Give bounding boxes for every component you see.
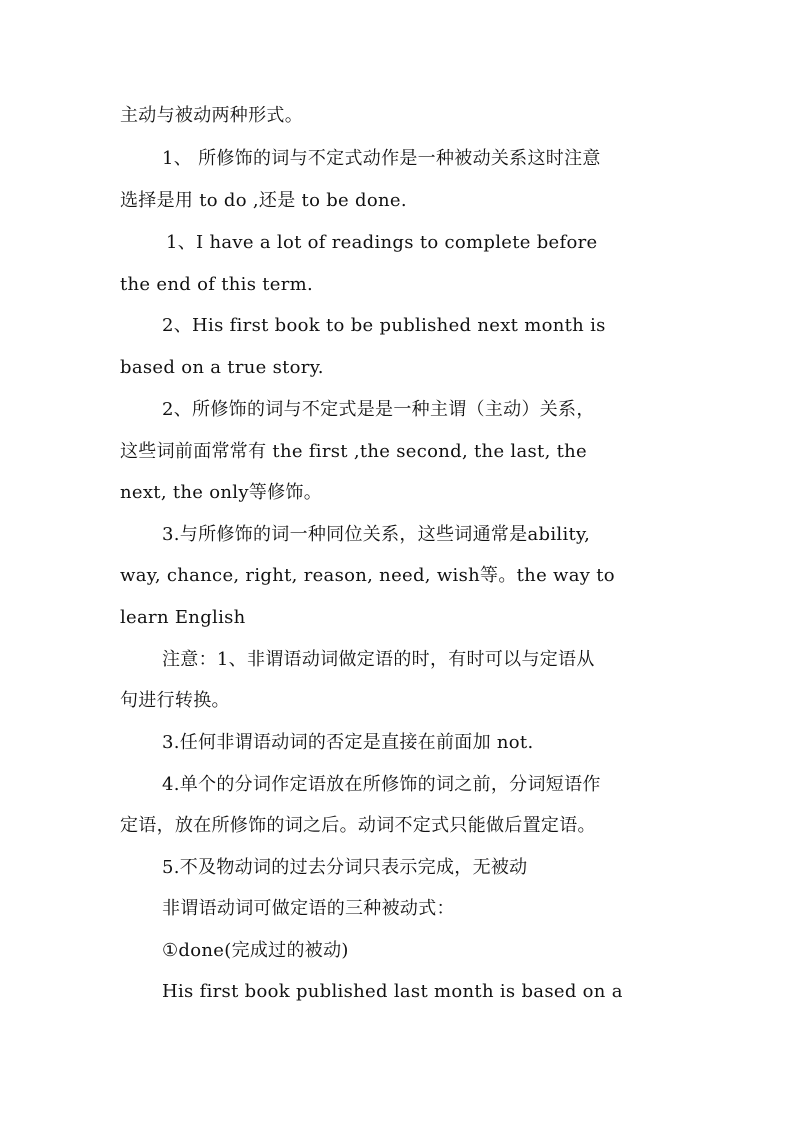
text-line: learn English xyxy=(120,607,246,628)
text-line: 这些词前面常常有 the first ,the second, the last, the xyxy=(120,441,588,462)
text-line: 2、His first book to be published next month is xyxy=(162,315,606,336)
text-line: ①done(完成过的被动) xyxy=(162,940,349,961)
text-line: 句进行转换。 xyxy=(120,690,230,711)
text-line: next, the only等修饰。 xyxy=(120,482,323,503)
text-line: 4.单个的分词作定语放在所修饰的词之前，分词短语作 xyxy=(162,774,601,795)
text-line: 选择是用 to do ,还是 to be done. xyxy=(120,190,407,211)
text-line: 3.任何非谓语动词的否定是直接在前面加 not. xyxy=(162,732,534,753)
text-line: 注意：1、非谓语动词做定语的时，有时可以与定语从 xyxy=(162,649,595,670)
text-line: 1、I have a lot of readings to complete before xyxy=(166,232,598,253)
text-line: way, chance, right, reason, need, wish等。the way to xyxy=(120,565,615,586)
text-line: His first book published last month is based on a xyxy=(162,981,623,1002)
text-line: 3.与所修饰的词一种同位关系，这些词通常是ability, xyxy=(162,524,591,545)
text-line: the end of this term. xyxy=(120,274,314,295)
text-line: 2、所修饰的词与不定式是是一种主谓（主动）关系， xyxy=(162,399,595,420)
text-line: based on a true story. xyxy=(120,357,324,378)
text-line: 主动与被动两种形式。 xyxy=(120,105,303,126)
text-line: 定语，放在所修饰的词之后。动词不定式只能做后置定语。 xyxy=(120,815,596,836)
text-line: 1、 所修饰的词与不定式动作是一种被动关系这时注意 xyxy=(162,148,601,169)
text-line: 5.不及物动词的过去分词只表示完成，无被动 xyxy=(162,857,528,878)
text-line: 非谓语动词可做定语的三种被动式： xyxy=(162,898,455,919)
